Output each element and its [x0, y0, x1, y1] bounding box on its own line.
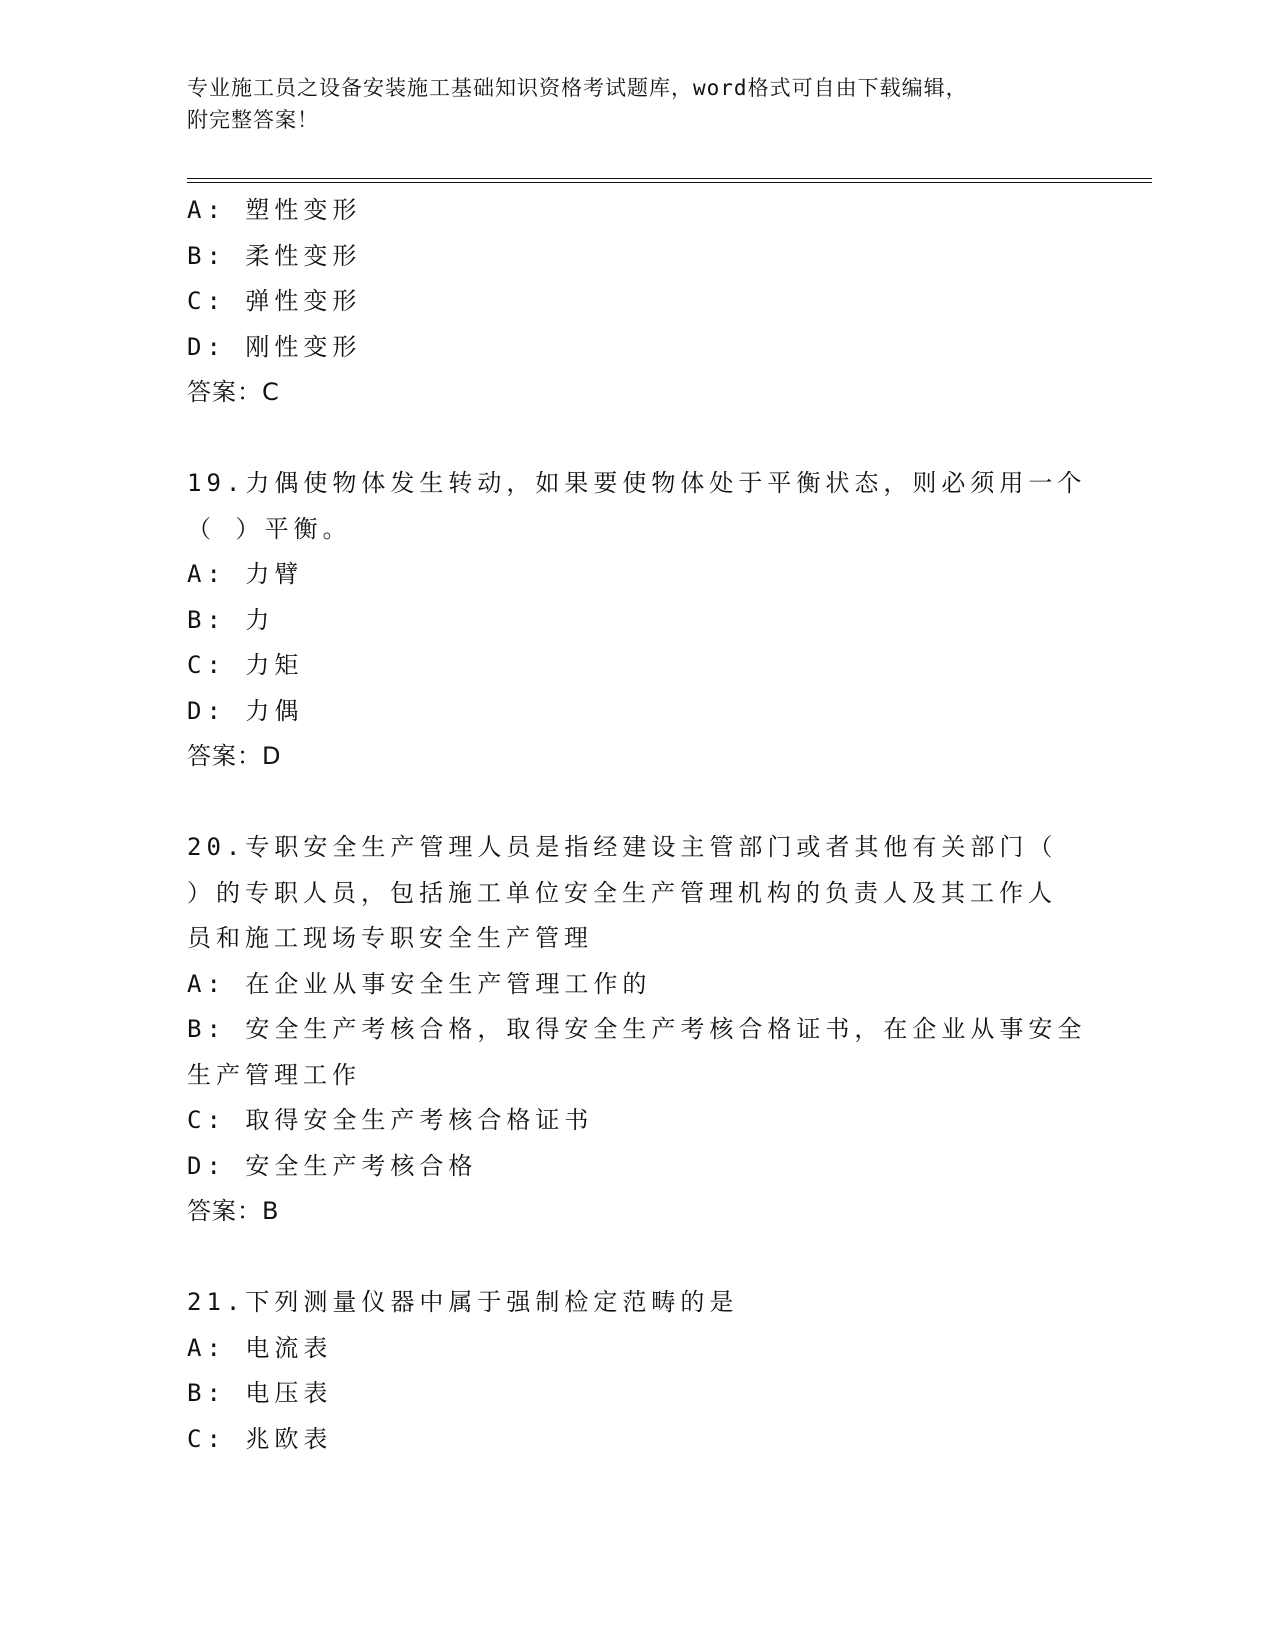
question-stem-line: 19.力偶使物体发生转动，如果要使物体处于平衡状态，则必须用一个 — [187, 469, 1087, 497]
option-c: C: 力矩 — [187, 651, 304, 679]
question-20 — [187, 825, 1087, 1235]
option-b: B: 电压表 — [187, 1379, 333, 1407]
option-d: D: 安全生产考核合格 — [187, 1151, 478, 1180]
header-line-1: 专业施工员之设备安装施工基础知识资格考试题库，word格式可自由下载编辑， — [187, 76, 968, 100]
spacer — [187, 1235, 1087, 1281]
spacer — [187, 780, 1087, 826]
option-a: A: 在企业从事安全生产管理工作的 — [187, 969, 652, 998]
question-stem-line: 21.下列测量仪器中属于强制检定范畴的是 — [187, 1288, 739, 1316]
option-c: C: 弹性变形 — [187, 287, 362, 315]
answer-line: 答案：D — [187, 742, 282, 770]
question-stem-line: 员和施工现场专职安全生产管理 — [187, 924, 593, 952]
header-divider-top — [187, 178, 1152, 179]
question-19 — [187, 461, 1087, 780]
header-divider-bottom — [187, 182, 1152, 183]
option-b-continued: 生产管理工作 — [187, 1060, 361, 1089]
option-d: D: 刚性变形 — [187, 332, 362, 361]
question-18 — [187, 188, 1087, 416]
answer-line: 答案：B — [187, 1197, 280, 1225]
question-21 — [187, 1280, 1087, 1462]
header-line-2: 附完整答案！ — [187, 108, 319, 132]
option-b: B: 柔性变形 — [187, 241, 362, 270]
option-c: C: 兆欧表 — [187, 1424, 333, 1453]
answer-line: 答案：C — [187, 378, 280, 406]
document-header — [187, 72, 1087, 136]
option-d: D: 力偶 — [187, 696, 304, 725]
option-c: C: 取得安全生产考核合格证书 — [187, 1106, 594, 1134]
option-a: A: 电流表 — [187, 1333, 333, 1362]
option-a: A: 塑性变形 — [187, 196, 362, 224]
question-stem-line: （ ）平衡。 — [187, 514, 352, 543]
question-list — [187, 188, 1087, 1462]
question-stem-line: ）的专职人员，包括施工单位安全生产管理机构的负责人及其工作人 — [187, 878, 1057, 907]
option-b: B: 安全生产考核合格，取得安全生产考核合格证书，在企业从事安全 — [187, 1015, 1087, 1043]
spacer — [187, 416, 1087, 462]
option-a: A: 力臂 — [187, 560, 304, 588]
question-stem-line: 20.专职安全生产管理人员是指经建设主管部门或者其他有关部门（ — [187, 833, 1058, 861]
option-b: B: 力 — [187, 605, 275, 634]
